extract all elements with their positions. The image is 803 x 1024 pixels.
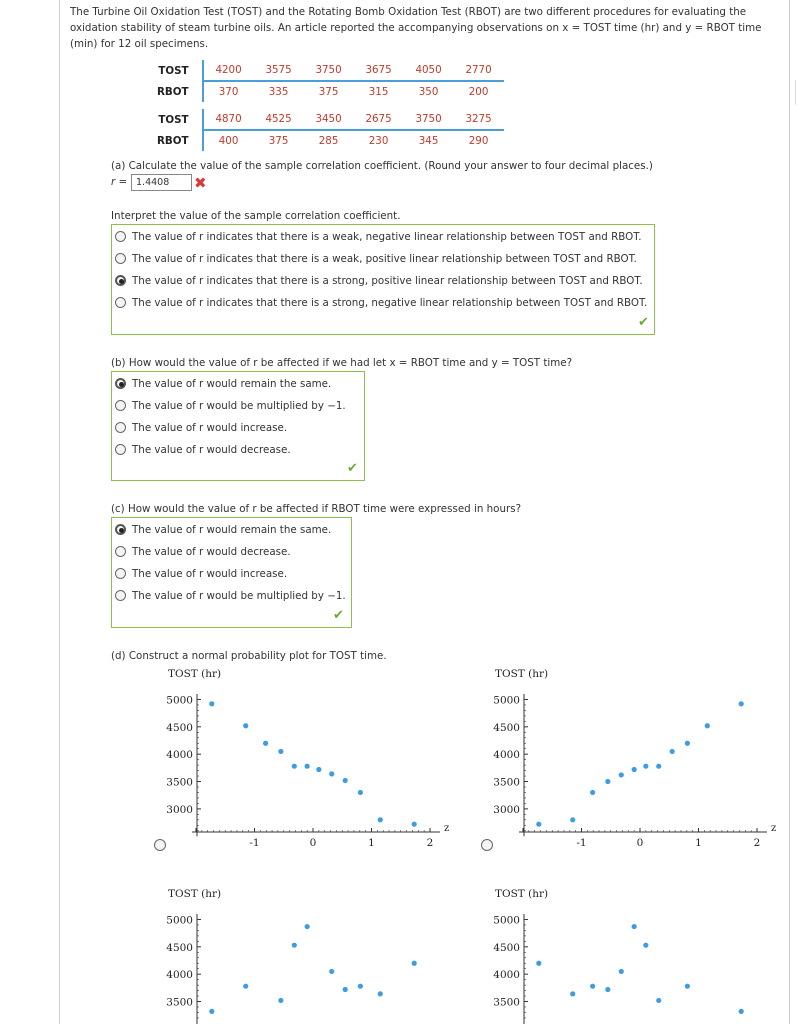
data-point: [209, 1009, 214, 1014]
y-tick-label: 3500: [493, 776, 520, 789]
normal-plot-2: [487, 680, 787, 855]
intro-line-1: The Turbine Oil Oxidation Test (TOST) and the Rotating Bomb Oxidation Test (RBOT) are two different procedures for evaluating the: [70, 6, 747, 18]
table-cell: 2675: [354, 109, 404, 130]
data-point: [305, 764, 310, 769]
table-header-rbot: RBOT: [157, 81, 203, 102]
data-point: [243, 984, 248, 989]
data-point: [292, 943, 297, 948]
data-point: [632, 924, 637, 929]
data-point: [278, 998, 283, 1003]
table-cell: 370: [218, 86, 239, 98]
x-axis-label: z: [771, 823, 777, 834]
part-b-option-4-label[interactable]: The value of r would decrease.: [132, 444, 291, 456]
table-cell: 285: [318, 135, 339, 147]
data-point: [243, 723, 248, 728]
data-point: [329, 969, 334, 974]
part-d-question: (d) Construct a normal probability plot for TOST time.: [111, 650, 387, 662]
r-label: r =: [111, 176, 128, 188]
data-point: [536, 822, 541, 827]
data-point: [412, 822, 417, 827]
incorrect-icon: ✖: [194, 174, 207, 192]
table-cell: 345: [418, 135, 439, 147]
x-axis-label: z: [444, 823, 450, 834]
correct-check-icon: ✔: [347, 461, 358, 476]
x-tick-label: -1: [576, 837, 587, 849]
part-c-option-4-radio[interactable]: [115, 590, 126, 601]
data-point: [209, 701, 214, 706]
table-cell: 375: [268, 135, 289, 147]
table-cell: 3750: [304, 60, 354, 81]
data-point: [605, 779, 610, 784]
x-tick-label: 1: [368, 837, 375, 849]
data-point: [536, 961, 541, 966]
y-tick-label: 4000: [493, 749, 520, 762]
data-point: [685, 984, 690, 989]
table-cell: 350: [418, 86, 439, 98]
x-tick-label: -1: [249, 837, 260, 849]
data-point: [590, 790, 595, 795]
data-point: [343, 778, 348, 783]
part-c-option-2-radio[interactable]: [115, 546, 126, 557]
plot-1-radio[interactable]: [154, 839, 166, 851]
y-tick-label: 3000: [493, 803, 520, 816]
data-point: [670, 749, 675, 754]
table-cell: 3575: [254, 60, 304, 81]
data-point: [643, 764, 648, 769]
data-point: [619, 969, 624, 974]
table-cell: 4870: [203, 109, 254, 130]
data-point: [570, 991, 575, 996]
part-a-option-4-radio[interactable]: [115, 297, 126, 308]
table-cell: 315: [368, 86, 389, 98]
data-point: [305, 924, 310, 929]
part-a-option-1-radio[interactable]: [115, 231, 126, 242]
part-b-option-3-radio[interactable]: [115, 422, 126, 433]
table-cell: 4050: [404, 60, 454, 81]
table-cell: 400: [218, 135, 239, 147]
content-border-left: [59, 0, 60, 1024]
data-table-2: [157, 109, 504, 151]
normal-plot-4: [487, 900, 787, 1024]
y-tick-label: 4500: [493, 941, 520, 954]
table-header-tost: TOST: [157, 109, 203, 130]
data-point: [570, 817, 575, 822]
y-tick-label: 5000: [166, 694, 193, 707]
y-tick-label: 3500: [493, 996, 520, 1009]
plot-3-axis-title: TOST (hr): [168, 888, 222, 900]
data-point: [656, 764, 661, 769]
part-b-option-2-label[interactable]: The value of r would be multiplied by −1.: [132, 400, 346, 412]
normal-plot-1: [160, 680, 460, 855]
part-c-option-3-radio[interactable]: [115, 568, 126, 579]
data-point: [632, 767, 637, 772]
data-point: [412, 961, 417, 966]
y-tick-label: 5000: [166, 914, 193, 927]
correct-check-icon: ✔: [333, 608, 344, 623]
content-border-right: [789, 0, 790, 1024]
data-point: [358, 790, 363, 795]
intro-line-3: (min) for 12 oil specimens.: [70, 38, 209, 50]
part-b-option-3-label[interactable]: The value of r would increase.: [132, 422, 288, 434]
data-point: [343, 987, 348, 992]
table-cell: 375: [318, 86, 339, 98]
table-cell: 2770: [454, 60, 504, 81]
part-a-option-2-label[interactable]: The value of r indicates that there is a weak, positive linear relationship between TOST and RBOT.: [132, 253, 637, 265]
table-cell: 3275: [454, 109, 504, 130]
part-a-option-4-label[interactable]: The value of r indicates that there is a strong, negative linear relationship between TOST and RBOT.: [132, 297, 648, 309]
part-b-option-2-radio[interactable]: [115, 400, 126, 411]
part-a-option-2-radio[interactable]: [115, 253, 126, 264]
data-point: [278, 749, 283, 754]
y-tick-label: 4500: [493, 721, 520, 734]
x-tick-label: 2: [753, 837, 761, 849]
part-b-option-1-radio[interactable]: [115, 378, 126, 389]
y-tick-label: 3500: [166, 996, 193, 1009]
interpret-prompt: Interpret the value of the sample correlation coefficient.: [111, 210, 401, 222]
data-point: [263, 741, 268, 746]
part-c-option-1-radio[interactable]: [115, 524, 126, 535]
part-a-question: (a) Calculate the value of the sample correlation coefficient. (Round your answer to four decimal places.): [111, 160, 653, 172]
data-point: [358, 984, 363, 989]
part-c-option-1-label[interactable]: The value of r would remain the same.: [132, 524, 332, 536]
part-a-option-3-radio[interactable]: [115, 275, 126, 286]
x-tick-label: 2: [426, 837, 434, 849]
table-cell: 335: [268, 86, 289, 98]
data-point: [292, 764, 297, 769]
table-cell: 3450: [304, 109, 354, 130]
scrollbar[interactable]: [795, 80, 796, 105]
table-header-tost: TOST: [157, 60, 203, 81]
data-point: [316, 767, 321, 772]
part-b-question: (b) How would the value of r be affected if we had let x = RBOT time and y = TOST time?: [111, 357, 573, 369]
y-tick-label: 3000: [166, 803, 193, 816]
data-point: [605, 987, 610, 992]
part-a-option-3-label[interactable]: The value of r indicates that there is a strong, positive linear relationship between TOST and RBOT.: [132, 275, 643, 287]
table-header-rbot: RBOT: [157, 130, 203, 151]
plot-2-radio[interactable]: [481, 839, 493, 851]
r-answer-input[interactable]: 1.4408: [131, 174, 192, 191]
part-c-option-4-label[interactable]: The value of r would be multiplied by −1.: [132, 590, 346, 602]
data-point: [656, 998, 661, 1003]
x-tick-label: 1: [695, 837, 702, 849]
data-point: [739, 1009, 744, 1014]
part-c-option-2-label[interactable]: The value of r would decrease.: [132, 546, 291, 558]
table-cell: 230: [368, 135, 389, 147]
y-tick-label: 4000: [166, 969, 193, 982]
part-c-option-3-label[interactable]: The value of r would increase.: [132, 568, 288, 580]
table-cell: 200: [468, 86, 489, 98]
table-cell: 290: [468, 135, 489, 147]
data-table-1: [157, 60, 504, 102]
data-point: [619, 772, 624, 777]
table-cell: 4525: [254, 109, 304, 130]
part-c-question: (c) How would the value of r be affected if RBOT time were expressed in hours?: [111, 503, 522, 515]
y-tick-label: 3500: [166, 776, 193, 789]
plot-2-axis-title: TOST (hr): [495, 668, 549, 680]
y-tick-label: 4000: [493, 969, 520, 982]
table-cell: 3675: [354, 60, 404, 81]
correct-check-icon: ✔: [638, 315, 649, 330]
table-cell: 4200: [203, 60, 254, 81]
part-b-option-4-radio[interactable]: [115, 444, 126, 455]
intro-line-2: oxidation stability of steam turbine oils. An article reported the accompanying observations on x = TOST time (hr) and y = RBOT time: [70, 22, 762, 34]
part-a-option-1-label[interactable]: The value of r indicates that there is a weak, negative linear relationship between TOST and RBOT.: [132, 231, 642, 243]
plot-4-axis-title: TOST (hr): [495, 888, 549, 900]
data-point: [378, 991, 383, 996]
x-tick-label: 0: [636, 837, 644, 849]
y-tick-label: 4500: [166, 721, 193, 734]
data-point: [705, 723, 710, 728]
data-point: [685, 741, 690, 746]
data-point: [378, 817, 383, 822]
table-cell: 3750: [404, 109, 454, 130]
plot-1-axis-title: TOST (hr): [168, 668, 222, 680]
data-point: [329, 771, 334, 776]
data-point: [739, 701, 744, 706]
y-tick-label: 4500: [166, 941, 193, 954]
data-point: [590, 984, 595, 989]
x-tick-label: 0: [309, 837, 317, 849]
normal-plot-3: [160, 900, 460, 1024]
problem-intro: [70, 4, 770, 52]
y-tick-label: 5000: [493, 694, 520, 707]
y-tick-label: 5000: [493, 914, 520, 927]
y-tick-label: 4000: [166, 749, 193, 762]
part-b-option-1-label[interactable]: The value of r would remain the same.: [132, 378, 332, 390]
data-point: [643, 943, 648, 948]
